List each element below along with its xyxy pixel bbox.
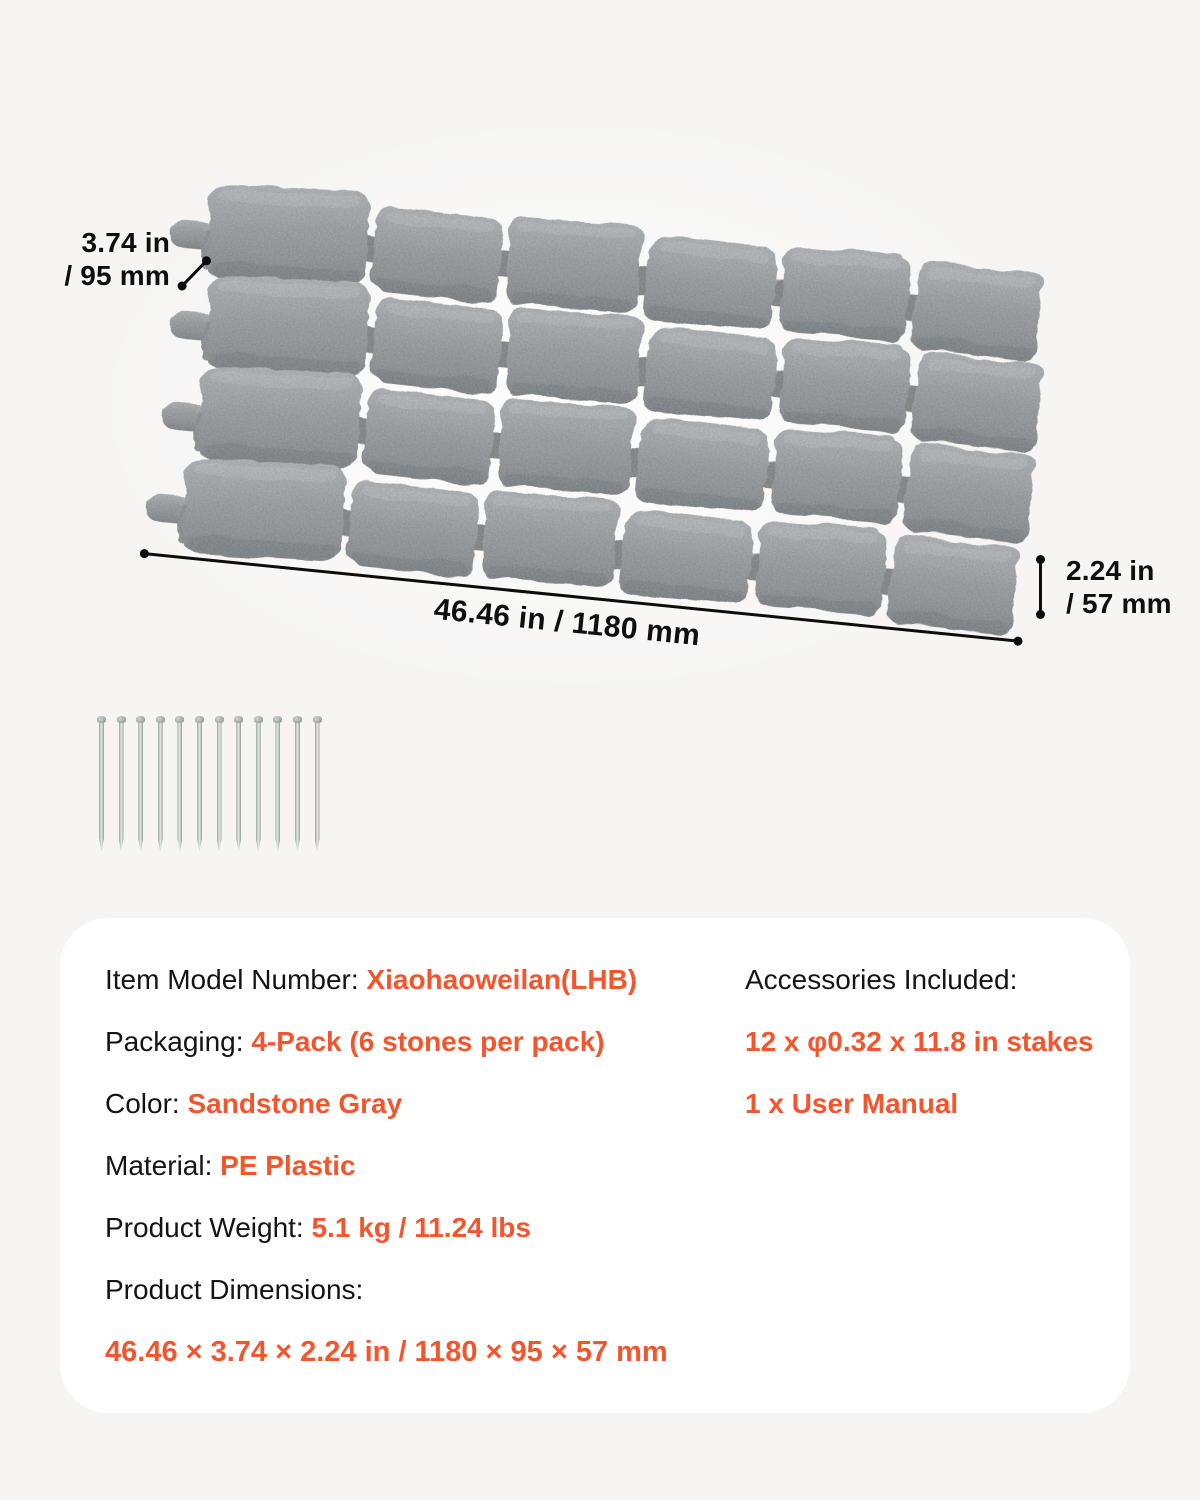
spec-value: 5.1 kg / 11.24 lbs	[311, 1212, 531, 1243]
spec-label: Product Weight:	[105, 1212, 312, 1243]
spec-label: Material:	[105, 1150, 221, 1181]
product-dimensions-value	[105, 1337, 735, 1367]
stake-head	[97, 716, 106, 723]
stake-shaft	[99, 720, 104, 852]
stake	[99, 716, 104, 852]
stake-head	[195, 716, 204, 723]
spec-label: Packaging:	[105, 1026, 252, 1057]
depth-dimension-line1: 3.74 in	[81, 227, 170, 258]
stake-shaft	[158, 720, 163, 852]
stake	[158, 716, 163, 852]
spec-row	[105, 965, 735, 995]
stake-head	[156, 716, 165, 723]
stake-shaft	[197, 720, 202, 852]
stake	[275, 716, 280, 852]
depth-dimension-line2: / 95 mm	[64, 260, 170, 291]
spec-value: PE Plastic	[220, 1150, 356, 1181]
stake	[295, 716, 300, 852]
stake-head	[254, 716, 263, 723]
spec-label: Product Dimensions:	[105, 1274, 364, 1305]
stake	[236, 716, 241, 852]
stake	[177, 716, 182, 852]
stake	[217, 716, 222, 852]
accessory-item: 1 x User Manual	[745, 1088, 959, 1119]
stake-shaft	[217, 720, 222, 852]
accessories-list	[745, 1027, 1105, 1119]
spec-row	[105, 1089, 735, 1119]
stake	[256, 716, 261, 852]
height-dimension-line1: 2.24 in	[1066, 555, 1155, 586]
stake	[138, 716, 143, 852]
stake-shaft	[315, 720, 320, 852]
spec-row	[105, 1151, 735, 1181]
spec-row	[105, 1275, 735, 1305]
spec-value: 4-Pack (6 stones per pack)	[251, 1026, 605, 1057]
stake-shaft	[236, 720, 241, 852]
stake-shaft	[256, 720, 261, 852]
stake-head	[117, 716, 126, 723]
stake-head	[175, 716, 184, 723]
height-dimension-label	[1066, 554, 1172, 620]
stake-head	[234, 716, 243, 723]
stake-shaft	[275, 720, 280, 852]
spec-value: 46.46 × 3.74 × 2.24 in / 1180 × 95 × 57 mm	[105, 1336, 668, 1368]
spec-row	[105, 1213, 735, 1243]
stake-head	[293, 716, 302, 723]
spec-panel	[60, 918, 1130, 1413]
stake-shaft	[119, 720, 124, 852]
spec-row	[105, 1027, 735, 1057]
spec-value: Xiaohaoweilan(LHB)	[366, 964, 638, 995]
stake-shaft	[295, 720, 300, 852]
stake-head	[273, 716, 282, 723]
stake	[119, 716, 124, 852]
stake	[197, 716, 202, 852]
accessories-section	[745, 965, 1105, 1151]
accessory-item: 12 x φ0.32 x 11.8 in stakes	[745, 1026, 1094, 1057]
spec-list	[105, 965, 735, 1399]
stake-head	[215, 716, 224, 723]
spec-value: Sandstone Gray	[187, 1088, 403, 1119]
stake-shaft	[138, 720, 143, 852]
stake-head	[313, 716, 322, 723]
stake-shaft	[177, 720, 182, 852]
stake	[315, 716, 320, 852]
stakes-group	[99, 716, 320, 856]
height-dimension-line2: / 57 mm	[1066, 588, 1172, 619]
length-dimension-label: 46.46 in / 1180 mm	[432, 592, 702, 653]
depth-dimension-label	[50, 226, 170, 292]
stake-head	[136, 716, 145, 723]
spec-label: Color:	[105, 1088, 188, 1119]
spec-label: Item Model Number:	[105, 964, 367, 995]
accessories-header: Accessories Included:	[745, 964, 1018, 995]
